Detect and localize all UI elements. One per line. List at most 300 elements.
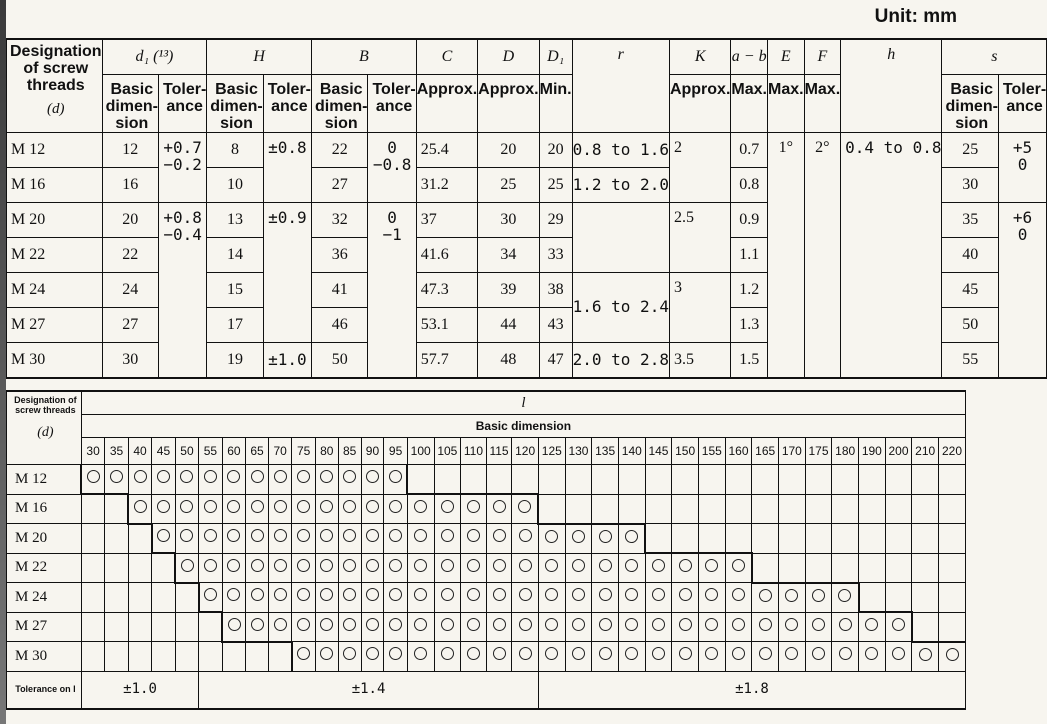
cell-D1: 47	[539, 343, 572, 379]
length-value: 210	[912, 438, 939, 465]
table-cell	[752, 553, 779, 583]
circle-mark	[320, 529, 333, 542]
cell-designation: M 12	[7, 133, 103, 168]
table-cell	[152, 642, 175, 672]
cell-d1-tolerance: +0.7 −0.2	[159, 133, 207, 203]
length-value: 140	[618, 438, 645, 465]
cell-r	[572, 203, 669, 273]
table-cell	[292, 642, 315, 672]
circle-mark	[785, 589, 798, 602]
circle-mark	[865, 618, 878, 631]
circle-mark	[493, 588, 506, 601]
table-cell	[618, 642, 645, 672]
cell-designation: M 16	[7, 168, 103, 203]
table-cell	[361, 553, 384, 583]
cell-d1: 16	[102, 168, 158, 203]
cell-s: 40	[942, 238, 998, 273]
table-cell	[565, 524, 592, 554]
table-cell	[912, 612, 939, 642]
table-cell	[152, 465, 175, 495]
table-cell	[859, 583, 886, 613]
table-cell	[486, 583, 512, 613]
circle-mark	[414, 559, 427, 572]
circle-mark	[467, 529, 480, 542]
table-cell	[805, 612, 832, 642]
circle-mark	[812, 647, 825, 660]
length-value: 200	[885, 438, 912, 465]
table-cell	[912, 524, 939, 554]
circle-mark	[181, 559, 194, 572]
table-cell	[538, 553, 565, 583]
circle-mark	[389, 647, 402, 660]
table-cell	[832, 465, 859, 495]
table-cell	[222, 553, 245, 583]
subheader-basic: Basic dimen-sion	[102, 75, 158, 133]
table-cell	[222, 494, 245, 524]
table-cell	[672, 465, 699, 495]
table-cell	[175, 583, 198, 613]
circle-mark	[414, 588, 427, 601]
cell-C: 57.7	[416, 343, 477, 379]
length-value: 145	[645, 438, 672, 465]
table-cell	[939, 553, 966, 583]
subheader-basic: Basic dimen-sion	[942, 75, 998, 133]
cell-H: 19	[207, 343, 263, 379]
cell-designation: M 20	[7, 203, 103, 238]
circle-mark	[204, 470, 217, 483]
table-cell	[407, 642, 434, 672]
table-cell	[939, 524, 966, 554]
circle-mark	[297, 500, 310, 513]
circle-mark	[414, 529, 427, 542]
table-cell	[805, 524, 832, 554]
tolerance-value: ±1.8	[538, 671, 965, 709]
table-cell	[779, 553, 806, 583]
table-cell	[752, 524, 779, 554]
circle-mark	[865, 647, 878, 660]
circle-mark	[599, 618, 612, 631]
table-cell	[512, 583, 539, 613]
cell-D: 30	[478, 203, 539, 238]
table-cell	[618, 524, 645, 554]
table-cell	[779, 524, 806, 554]
table-cell	[885, 553, 912, 583]
table-cell	[434, 642, 461, 672]
table-cell	[407, 494, 434, 524]
tolerance-value: ±1.4	[199, 671, 539, 709]
table-cell	[698, 553, 725, 583]
table-cell	[645, 465, 672, 495]
cell-s: 45	[942, 273, 998, 308]
circle-mark	[599, 647, 612, 660]
circle-mark	[946, 648, 959, 661]
header-d1: d₁ (¹³)	[102, 39, 207, 75]
cell-K: 2	[669, 133, 730, 203]
table-cell	[268, 583, 291, 613]
circle-mark	[297, 588, 310, 601]
header-B: B	[312, 39, 417, 75]
table-cell	[618, 553, 645, 583]
table-cell	[246, 612, 269, 642]
cell-D: 48	[478, 343, 539, 379]
circle-mark	[320, 470, 333, 483]
table-cell	[105, 642, 128, 672]
cell-H: 15	[207, 273, 263, 308]
table-cell	[538, 642, 565, 672]
cell-B: 22	[312, 133, 368, 168]
circle-mark	[785, 618, 798, 631]
table-cell	[805, 465, 832, 495]
circle-mark	[732, 559, 745, 572]
table-cell	[292, 524, 315, 554]
table-row	[7, 612, 966, 642]
length-value: 115	[486, 438, 512, 465]
table-row	[7, 642, 966, 672]
circle-mark	[679, 618, 692, 631]
header-D: D	[478, 39, 539, 75]
table-cell	[315, 465, 338, 495]
table-cell	[672, 612, 699, 642]
table-cell	[338, 642, 361, 672]
table-cell	[912, 583, 939, 613]
circle-mark	[297, 618, 310, 631]
table-cell	[152, 612, 175, 642]
circle-mark	[297, 559, 310, 572]
table-cell	[81, 494, 104, 524]
circle-mark	[625, 647, 638, 660]
cell-r: 1.2 to 2.0	[572, 168, 669, 203]
header-d: (d)	[47, 101, 65, 118]
table-cell	[292, 612, 315, 642]
cell-designation: M 27	[7, 612, 82, 642]
circle-mark	[366, 647, 379, 660]
length-value: 95	[384, 438, 407, 465]
circle-mark	[467, 500, 480, 513]
cell-H-tolerance: ±0.8	[263, 133, 311, 203]
header-row	[7, 415, 966, 438]
table-cell	[618, 583, 645, 613]
table-cell	[912, 553, 939, 583]
table-cell	[939, 583, 966, 613]
circle-mark	[705, 559, 718, 572]
circle-mark	[652, 647, 665, 660]
circle-mark	[251, 559, 264, 572]
circle-mark	[297, 647, 310, 660]
header-h: h	[841, 39, 942, 133]
circle-mark	[297, 470, 310, 483]
cell-C: 25.4	[416, 133, 477, 168]
circle-mark	[545, 647, 558, 660]
cell-d1-tolerance: +0.8 −0.4	[159, 203, 207, 379]
table-cell	[725, 465, 752, 495]
cell-B-tolerance: 0 −1	[368, 203, 416, 379]
subheader-tolerance: Toler-ance	[998, 75, 1046, 133]
table-cell	[434, 583, 461, 613]
table-cell	[512, 524, 539, 554]
header-designation	[7, 391, 82, 465]
header-designation-text: Designation of screw threads	[14, 395, 77, 415]
cell-E: 1°	[767, 133, 804, 379]
table-cell	[618, 612, 645, 642]
subheader-tolerance: Toler-ance	[368, 75, 416, 133]
table-cell	[461, 465, 487, 495]
circle-mark	[519, 618, 532, 631]
table-cell	[152, 553, 175, 583]
cell-H: 8	[207, 133, 263, 168]
table-cell	[486, 612, 512, 642]
cell-H-tolerance: ±1.0	[263, 343, 311, 379]
subheader-basic: Basic dimen-sion	[312, 75, 368, 133]
circle-mark	[366, 470, 379, 483]
header-H: H	[207, 39, 312, 75]
circle-mark	[812, 618, 825, 631]
table-cell	[698, 465, 725, 495]
table-cell	[81, 524, 104, 554]
circle-mark	[467, 559, 480, 572]
table-cell	[175, 642, 198, 672]
circle-mark	[251, 500, 264, 513]
circle-mark	[759, 647, 772, 660]
table-cell	[105, 553, 128, 583]
length-value: 50	[175, 438, 198, 465]
cell-r: 2.0 to 2.8	[572, 343, 669, 379]
table-cell	[222, 642, 245, 672]
circle-mark	[251, 529, 264, 542]
table-cell	[246, 553, 269, 583]
table-row	[7, 133, 1047, 168]
table-cell	[434, 553, 461, 583]
header-r: r	[572, 39, 669, 133]
table-cell	[725, 553, 752, 583]
table-cell	[384, 642, 407, 672]
circle-mark	[134, 470, 147, 483]
table-cell	[105, 524, 128, 554]
cell-s: 25	[942, 133, 998, 168]
table-cell	[885, 612, 912, 642]
cell-h: 0.4 to 0.8	[841, 133, 942, 379]
length-value: 40	[128, 438, 151, 465]
cell-K: 3.5	[669, 343, 730, 379]
table-cell	[105, 612, 128, 642]
table-cell	[779, 465, 806, 495]
circle-mark	[274, 618, 287, 631]
table-cell	[361, 524, 384, 554]
cell-a-b: 0.9	[731, 203, 768, 238]
dimension-table	[6, 38, 1047, 379]
table-cell	[461, 642, 487, 672]
table-cell	[434, 494, 461, 524]
circle-mark	[343, 559, 356, 572]
table-cell	[859, 494, 886, 524]
table-cell	[315, 553, 338, 583]
circle-mark	[389, 529, 402, 542]
table-cell	[81, 642, 104, 672]
cell-s: 30	[942, 168, 998, 203]
table-cell	[384, 553, 407, 583]
circle-mark	[343, 470, 356, 483]
circle-mark	[441, 529, 454, 542]
table-cell	[315, 583, 338, 613]
cell-designation: M 16	[7, 494, 82, 524]
cell-s: 55	[942, 343, 998, 379]
table-cell	[199, 642, 222, 672]
circle-mark	[441, 647, 454, 660]
table-cell	[752, 583, 779, 613]
cell-designation: M 27	[7, 308, 103, 343]
cell-D1: 33	[539, 238, 572, 273]
table-cell	[645, 494, 672, 524]
cell-a-b: 0.8	[731, 168, 768, 203]
cell-C: 41.6	[416, 238, 477, 273]
header-row	[7, 391, 966, 415]
circle-mark	[389, 500, 402, 513]
circle-mark	[227, 470, 240, 483]
table-cell	[268, 524, 291, 554]
table-cell	[859, 612, 886, 642]
table-cell	[832, 553, 859, 583]
cell-D: 44	[478, 308, 539, 343]
circle-mark	[389, 588, 402, 601]
circle-mark	[274, 588, 287, 601]
cell-F: 2°	[804, 133, 841, 379]
table-cell	[338, 494, 361, 524]
table-cell	[859, 553, 886, 583]
length-value: 45	[152, 438, 175, 465]
table-cell	[618, 465, 645, 495]
table-cell	[672, 494, 699, 524]
table-cell	[752, 642, 779, 672]
circle-mark	[180, 529, 193, 542]
cell-designation: M 24	[7, 273, 103, 308]
circle-mark	[545, 559, 558, 572]
table-cell	[512, 612, 539, 642]
circle-mark	[732, 588, 745, 601]
header-s: s	[942, 39, 1047, 75]
circle-mark	[251, 470, 264, 483]
length-value: 135	[592, 438, 619, 465]
circle-mark	[441, 618, 454, 631]
table-cell	[81, 553, 104, 583]
table-cell	[725, 583, 752, 613]
table-cell	[538, 465, 565, 495]
table-cell	[175, 465, 198, 495]
table-row	[7, 553, 966, 583]
cell-D1: 38	[539, 273, 572, 308]
table-cell	[199, 494, 222, 524]
circle-mark	[705, 618, 718, 631]
table-cell	[832, 612, 859, 642]
table-cell	[592, 553, 619, 583]
circle-mark	[652, 618, 665, 631]
length-value: 90	[361, 438, 384, 465]
cell-D: 25	[478, 168, 539, 203]
cell-D1: 20	[539, 133, 572, 168]
table-cell	[832, 642, 859, 672]
table-cell	[832, 583, 859, 613]
table-cell	[538, 583, 565, 613]
table-cell	[315, 524, 338, 554]
table-cell	[461, 612, 487, 642]
table-cell	[698, 583, 725, 613]
table-cell	[384, 583, 407, 613]
circle-mark	[297, 529, 310, 542]
table-cell	[486, 524, 512, 554]
length-value: 55	[199, 438, 222, 465]
table-cell	[338, 612, 361, 642]
cell-d1: 20	[102, 203, 158, 238]
table-cell	[81, 465, 104, 495]
circle-mark	[625, 530, 638, 543]
cell-C: 31.2	[416, 168, 477, 203]
header-K: K	[669, 39, 730, 75]
circle-mark	[572, 647, 585, 660]
circle-mark	[545, 618, 558, 631]
header-C: C	[416, 39, 477, 75]
header-a-b: a − b	[731, 39, 768, 75]
table-cell	[805, 494, 832, 524]
table-cell	[725, 612, 752, 642]
subheader-min: Min.	[539, 75, 572, 133]
table-cell	[128, 494, 151, 524]
table-cell	[199, 524, 222, 554]
circle-mark	[652, 559, 665, 572]
length-value: 65	[246, 438, 269, 465]
table-cell	[698, 612, 725, 642]
table-cell	[725, 524, 752, 554]
circle-mark	[204, 588, 217, 601]
subheader-max: Max.	[767, 75, 804, 133]
length-value: 170	[779, 438, 806, 465]
circle-mark	[892, 647, 905, 660]
circle-mark	[493, 618, 506, 631]
length-values-row	[7, 438, 966, 465]
table-cell	[175, 494, 198, 524]
circle-mark	[204, 500, 217, 513]
length-value: 125	[538, 438, 565, 465]
subheader-max: Max.	[731, 75, 768, 133]
circle-mark	[519, 559, 532, 572]
cell-K: 2.5	[669, 203, 730, 273]
cell-designation: M 12	[7, 465, 82, 495]
table-cell	[175, 553, 198, 583]
circle-mark	[572, 588, 585, 601]
table-cell	[592, 612, 619, 642]
length-value: 35	[105, 438, 128, 465]
length-value: 180	[832, 438, 859, 465]
table-cell	[939, 465, 966, 495]
table-cell	[246, 465, 269, 495]
table-cell	[434, 465, 461, 495]
cell-r: 1.6 to 2.4	[572, 273, 669, 343]
table-cell	[645, 524, 672, 554]
header-D1: D₁	[539, 39, 572, 75]
circle-mark	[545, 530, 558, 543]
table-cell	[407, 524, 434, 554]
cell-B: 27	[312, 168, 368, 203]
circle-mark	[572, 530, 585, 543]
cell-designation: M 30	[7, 343, 103, 379]
circle-mark	[414, 647, 427, 660]
header-F: F	[804, 39, 841, 75]
table-cell	[779, 642, 806, 672]
table-cell	[672, 642, 699, 672]
header-E: E	[767, 39, 804, 75]
table-cell	[698, 494, 725, 524]
circle-mark	[519, 529, 532, 542]
cell-a-b: 1.1	[731, 238, 768, 273]
table-cell	[939, 494, 966, 524]
table-cell	[939, 612, 966, 642]
